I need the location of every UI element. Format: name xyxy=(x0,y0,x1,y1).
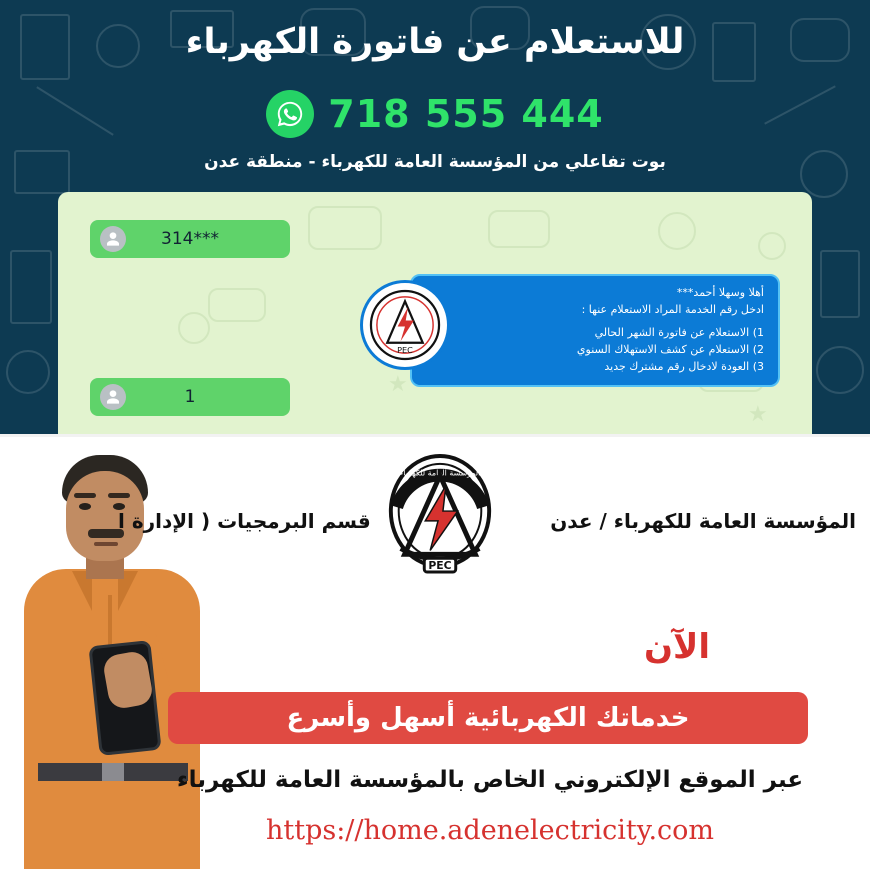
chat-outgoing-text-2: 1 xyxy=(184,387,196,407)
pec-logo-icon xyxy=(360,280,450,370)
services-banner xyxy=(168,692,808,744)
svg-text:المؤسسة العامة للكهرباء: المؤسسة العامة للكهرباء xyxy=(399,468,481,478)
website-subtitle: عبر الموقع الإلكتروني الخاص بالمؤسسة العامة للكهرباء xyxy=(176,767,804,793)
chat-greeting: أهلا وسهلا أحمد*** xyxy=(676,286,764,299)
promo-title: للاستعلام عن فاتورة الكهرباء xyxy=(185,22,685,62)
chat-screenshot-card xyxy=(58,192,812,435)
avatar xyxy=(100,384,126,410)
organization-name: المؤسسة العامة للكهرباء / عدن xyxy=(550,509,856,533)
phone-number: 718 555 444 xyxy=(328,92,604,136)
chat-option-3: 3) العودة لادخال رقم مشترك جديد xyxy=(604,360,764,374)
department-name: قسم البرمجيات ( الإدارة ا xyxy=(118,509,371,533)
promo-subtitle: بوت تفاعلي من المؤسسة العامة للكهرباء - منطقة عدن xyxy=(204,152,666,172)
chat-option-1: 1) الاستعلام عن فاتورة الشهر الحالي xyxy=(594,326,764,340)
chat-wallpaper-pattern: ★ ★ xyxy=(58,192,812,435)
chat-incoming-bubble xyxy=(410,274,780,387)
phone-row xyxy=(0,86,870,142)
svg-text:PEC: PEC xyxy=(428,559,452,573)
whatsapp-icon xyxy=(266,90,314,138)
chat-option-2: 2) الاستعلام عن كشف الاستهلاك السنوي xyxy=(576,343,764,357)
chat-outgoing-text-1: 314*** xyxy=(161,229,219,249)
pec-logo-icon xyxy=(381,449,499,579)
bottom-ad-panel xyxy=(0,437,870,870)
website-url[interactable]: https://home.adenelectricity.com xyxy=(265,815,715,846)
svg-text:PEC: PEC xyxy=(397,345,413,356)
chat-prompt: ادخل رقم الخدمة المراد الاستعلام عنها : xyxy=(581,303,764,317)
services-banner-text: خدماتك الكهربائية أسهل وأسرع xyxy=(286,703,690,733)
avatar xyxy=(100,226,126,252)
now-headline: الآن xyxy=(644,627,710,667)
